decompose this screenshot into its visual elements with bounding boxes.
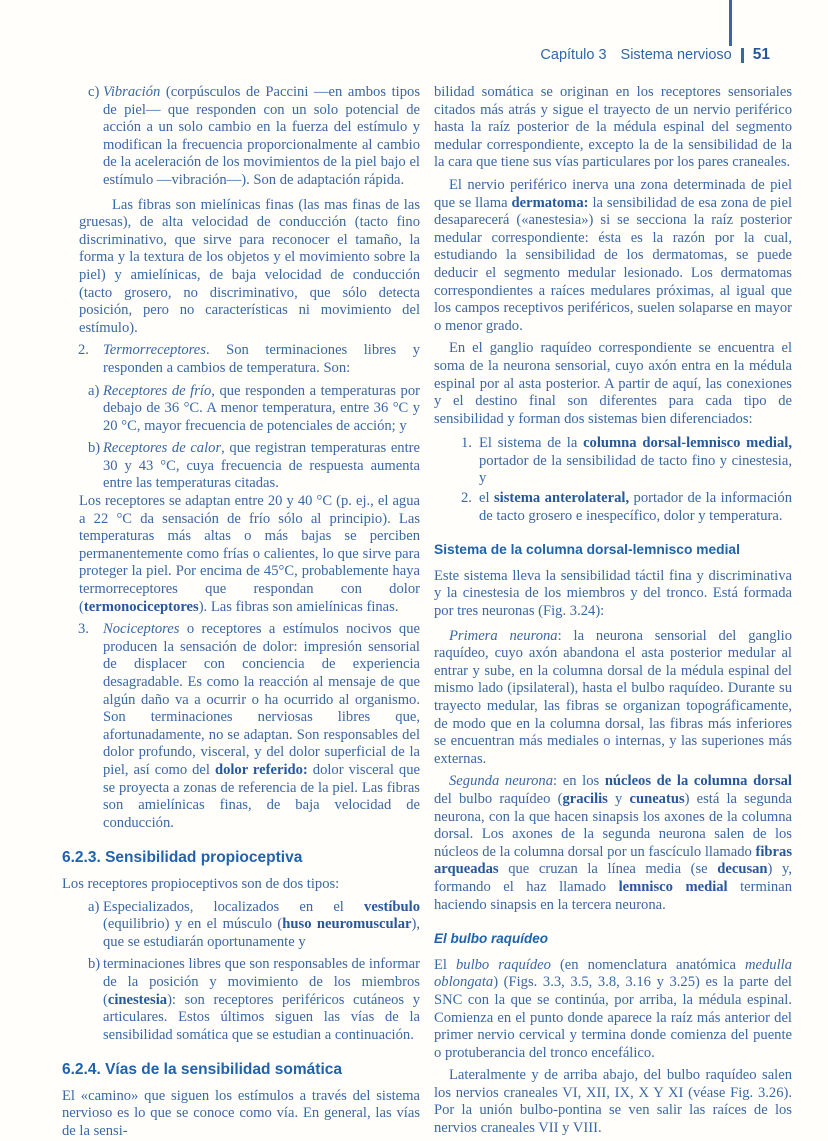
list-text: el sistema anterolateral, portador de la información de tacto grosero e inespecífico, dolor y temperatura. [479,490,792,524]
list-item-nociceptores [62,621,420,832]
list-label: b) [88,440,101,457]
list-label: a) [88,898,100,915]
paragraph-text: Las fibras son mielínicas finas (las mas finas de las gruesas), de alta velocidad de conducción (tacto fino discriminativo, que sirve para reconocer el tamaño, la forma y la textura de los objetos y el movimiento sobre la piel) y amielínicas, de baja velocidad de conducción (tacto grosero, no discriminativo, que sólo detecta posición, pero no características ni movimiento del estímulo). [79,196,420,336]
list-text: Termorreceptores. Son terminaciones libres y responden a cambios de temperatura. Son: [103,342,420,376]
text-columns [62,84,792,1141]
paragraph-text: Lateralmente y de arriba abajo, del bulbo raquídeo salen los nervios craneales VI, XII, IX, X Y XI (véase Fig. 3.26). Por la unión bulbo-pontina se ven salir las raíces de los nervios craneales VII y VIII. [434,1067,792,1137]
paragraph-camino-estimulos [62,1088,420,1141]
paragraph-ganglio-raquideo [434,340,792,428]
paragraph-segunda-neurona [434,773,792,914]
paragraph-nervios-craneales [434,1067,792,1137]
list-item-receptores-calor [62,440,420,493]
paragraph-bulbo-raquideo [434,957,792,1063]
list-item-especializados [62,899,420,952]
list-text: El sistema de la columna dorsal-lemnisco medial, portador de la sensibilidad de tacto fino y cinestesia, y [479,435,792,487]
list-label: 1. [461,435,472,452]
paragraph-text: Los receptores se adaptan entre 20 y 40 °C (p. ej., el agua a 22 °C da sensación de frío sólo al principio). Las temperaturas más altas o más bajas se perciben permanentemente como frías o calientes, lo que sirve para proteger la piel. Por encima de 45°C, probablemente haya termorreceptores que respondan con dolor (termonociceptores). Las fibras son amielínicas finas. [79,493,420,615]
page-number: 51 [752,46,770,63]
list-item-receptores-frio [62,383,420,436]
subsection-heading-columna-dorsal: Sistema de la columna dorsal-lemnisco medial [434,542,740,558]
list-item-terminaciones-libres [62,956,420,1044]
list-text: Especializados, localizados en el vestíbulo (equilibrio) y en el músculo (huso neuromuscular), que se estudiarán oportunamente y [103,898,420,950]
list-item-vibracion [62,84,420,190]
paragraph-adaptacion-receptores [79,493,420,616]
list-text: Vibración (corpúsculos de Paccini —en ambos tipos de piel— que responden con un solo potencial de acción a un solo cambio en la fuerza del estímulo y modifican la frecuencia proporcionalmente al cambio de la aceleración de los movimientos de la piel bajo el estímulo —vibración—). Son de adaptación rápida. [103,84,420,188]
section-heading-6-2-3: 6.2.3. Sensibilidad propioceptiva [62,849,303,867]
list-label: 2. [78,342,89,359]
subsection-heading-bulbo-raquideo: El bulbo raquídeo [434,931,548,947]
list-label: 2. [461,490,472,507]
paragraph-receptores-propioceptivos [62,876,420,894]
list-label: c) [88,84,100,100]
list-text: terminaciones libres que son responsables de informar de la posición y movimiento de los miembros (cinestesia): son receptores periféricos cutáneos y articulares. Estos últimos siguen las vías de la sensibilidad somática que se estudian a continuación. [103,956,420,1043]
list-text: Nociceptores o receptores a estímulos nocivos que producen la sensación de dolor: impresión sensorial de displacer con conciencia de experiencia desagradable. Es como la reacción al mensaje de que algún daño va a ocurrir o ha ocurrido al organismo. Son terminaciones nerviosas libres que, afortunadamente, no se adaptan. Son responsables del dolor profundo, visceral, y del dolor superficial de la piel, así como del dolor referido: dolor visceral que se proyecta a zonas de referencia de la piel. Las fibras son amielínicas finas, de baja velocidad de conducción. [103,621,421,831]
paragraph-dermatoma [434,177,792,335]
list-text: Receptores de frío, que responden a temperaturas por debajo de 36 °C. A menor temperatura, entre 36 °C y 20 °C, mayor frecuencia de potenciales de acción; y [103,382,420,434]
paragraph-este-sistema [434,568,792,621]
paragraph-text: El bulbo raquídeo (en nomenclatura anatómica medulla oblongata) (Figs. 3.3, 3.5, 3.8, 3.16 y 3.25) es la parte del SNC con la que se continúa, por arriba, la médula espinal. Comienza en el punto donde aparece la raíz más anterior del primer nervio cervical y termina donde comienza del puente o protuberancia del tronco encefálico. [434,956,792,1061]
list-label: b) [88,956,101,973]
section-heading-6-2-4: 6.2.4. Vías de la sensibilidad somática [62,1061,342,1079]
list-item-columna-dorsal [434,435,792,488]
paragraph-primera-neurona [434,628,792,769]
chapter-rule [729,0,732,46]
list-text: Receptores de calor, que registran temperaturas entre 30 y 43 °C, cuya frecuencia de respuesta aumenta entre las temperaturas citadas. [103,440,420,492]
list-label: a) [88,382,100,399]
running-head-section: Sistema nervioso [620,47,732,63]
paragraph-sensibilidad-somatica [434,84,792,172]
paragraph-text: En el ganglio raquídeo correspondiente se encuentra el soma de la neurona sensorial, cuyo axón entra en la médula espinal por al asta posterior. A partir de aquí, las conexiones y el destino final son diferentes para cada tipo de sensibilidad y forman dos sistemas bien diferenciados: [434,340,792,427]
paragraph-text: Este sistema lleva la sensibilidad táctil fina y discriminativa y la cinestesia de los miembros y del tronco. Está formada por tres neuronas (Fig. 3.24): [434,567,792,620]
paragraph-text: bilidad somática se originan en los receptores sensoriales citados más atrás y sigue el trayecto de un nervio periférico hasta la raíz posterior de la médula espinal del segmento medular correspondiente, excepto la de la sensibilidad de la la cara que tiene sus vías particulares por los pares craneales. [434,84,792,171]
paragraph-text: Los receptores propioceptivos son de dos tipos: [62,875,340,892]
list-item-termorreceptores [62,342,420,377]
paragraph-text: Segunda neurona: en los núcleos de la columna dorsal del bulbo raquídeo (gracilis y cuneatus) está la segunda neurona, con la que hacen sinapsis los axones de la columna dorsal. Los axones de la segunda neurona salen de los núcleos de la columna dorsal por un fascículo llamado fibras arqueadas que cruzan la línea media (se decusan) y, formando el haz llamado lemnisco medial terminan haciendo sinapsis en la tercera neurona. [434,773,792,913]
list-label: 3. [78,621,89,638]
left-column [62,84,420,1141]
list-item-sistema-anterolateral [434,490,792,525]
page-number-divider [741,48,744,63]
right-column [434,84,792,1141]
paragraph-fibras-mielinicas [79,197,420,338]
running-head-chapter: Capítulo 3 [540,47,607,63]
running-head [540,46,770,64]
paragraph-text: El nervio periférico inerva una zona determinada de piel que se llama dermatoma: la sensibilidad de esa zona de piel desaparecerá («anestesia») si se secciona la raíz posterior medular correspondiente: ésta es la razón por la cual, estudiando la sensibilidad de los dermatomas, se puede deducir el segmento medular lesionado. Los dermatomas correspondientes a raíces medulares próximas, al igual que los campos receptivos periféricos, suelen solaparse en mayor o menor grado. [434,176,793,334]
paragraph-text: Primera neurona: la neurona sensorial del ganglio raquídeo, cuyo axón abandona el asta posterior medular al entrar y sube, en la columna dorsal de la médula espinal del mismo lado (ipsilateral), hasta el bulbo raquídeo. Durante su trayecto medular, las fibras se organizan topográficamente, de modo que en la columna dorsal, las fibras más inferiores se encuentran más mediales o internas, y las superiones más externas. [434,627,793,767]
paragraph-text: El «camino» que siguen los estímulos a través del sistema nervioso es lo que se conoce como vía. En general, las vías de la sensi- [62,1087,420,1140]
